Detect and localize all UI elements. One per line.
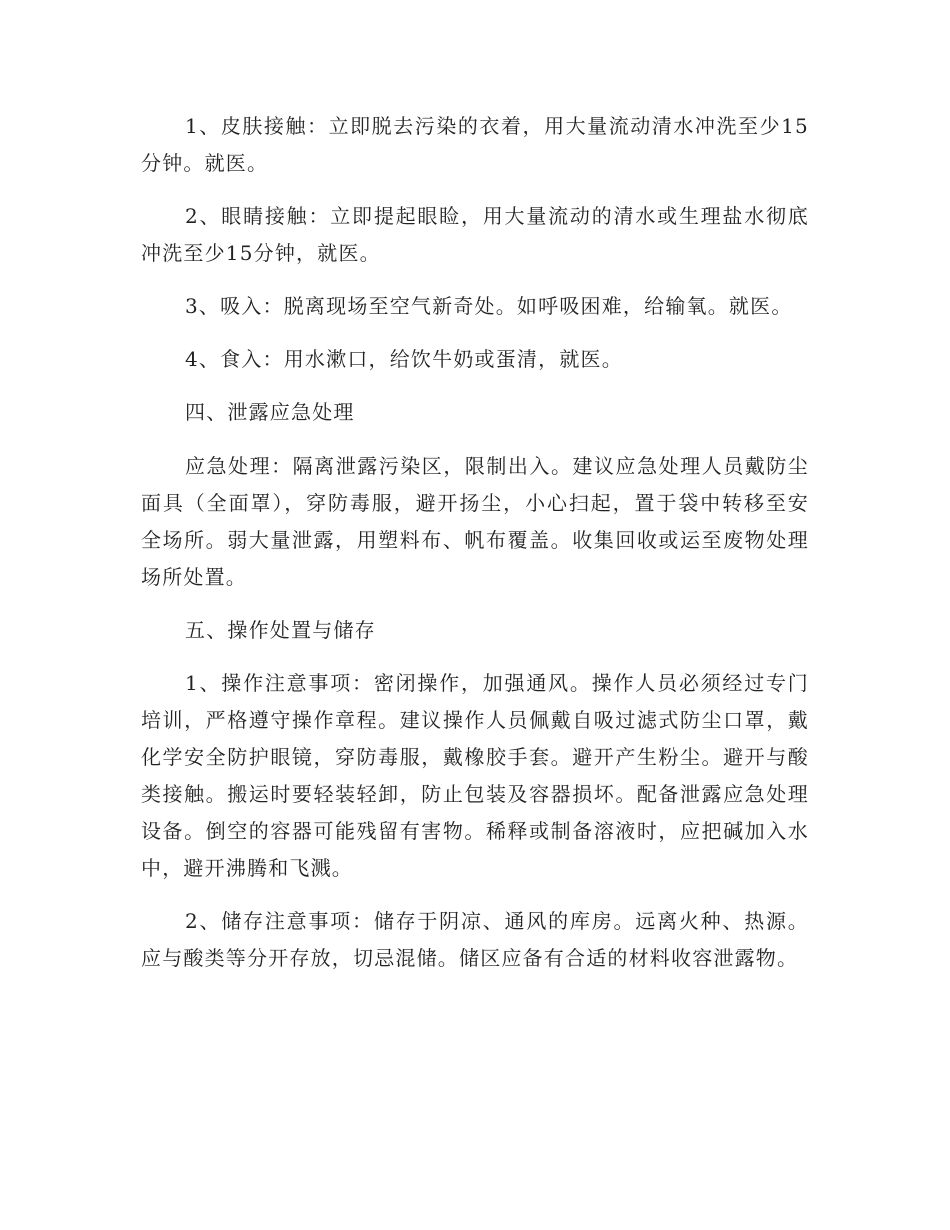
first-aid-inhalation: 3、吸入：脱离现场至空气新奇处。如呼吸困难，给输氧。就医。 (185, 294, 793, 318)
section-heading-leak-response: 四、泄露应急处理 (185, 400, 355, 424)
handling-precautions-paragraph: 1、操作注意事项：密闭操作，加强通风。操作人员必须经过专门培训，严格遵守操作章程。建议操作人员佩戴自吸过滤式防尘口罩，戴化学安全防护眼镜，穿防毒服，戴橡胶手套。避开产生粉尘。避开与酸类接触。搬运时要轻装轻卸，防止包装及容器损坏。配备泄露应急处理设备。倒空的容器可能残留有害物。稀释或制备溶液时，应把碱加入水中，避开沸腾和飞溅。 (141, 671, 809, 880)
document-page (141, 108, 809, 977)
first-aid-eye-contact: 2、眼睛接触：立即提起眼睑，用大量流动的清水或生理盐水彻底冲洗至少15分钟，就医。 (141, 204, 809, 265)
storage-precautions-paragraph: 2、储存注意事项：储存于阴凉、通风的库房。远离火种、热源。应与酸类等分开存放，切忌混储。储区应备有合适的材料收容泄露物。 (141, 909, 809, 970)
section-heading-handling-storage: 五、操作处置与储存 (185, 618, 376, 642)
first-aid-skin-contact: 1、皮肤接触：立即脱去污染的衣着，用大量流动清水冲洗至少15分钟。就医。 (141, 114, 809, 175)
leak-response-paragraph: 应急处理：隔离泄露污染区，限制出入。建议应急处理人员戴防尘面具（全面罩），穿防毒服，避开扬尘，小心扫起，置于袋中转移至安全场所。弱大量泄露，用塑料布、帆布覆盖。收集回收或运至废物处理场所处置。 (141, 454, 809, 589)
first-aid-ingestion: 4、食入：用水漱口，给饮牛奶或蛋清，就医。 (185, 347, 623, 371)
